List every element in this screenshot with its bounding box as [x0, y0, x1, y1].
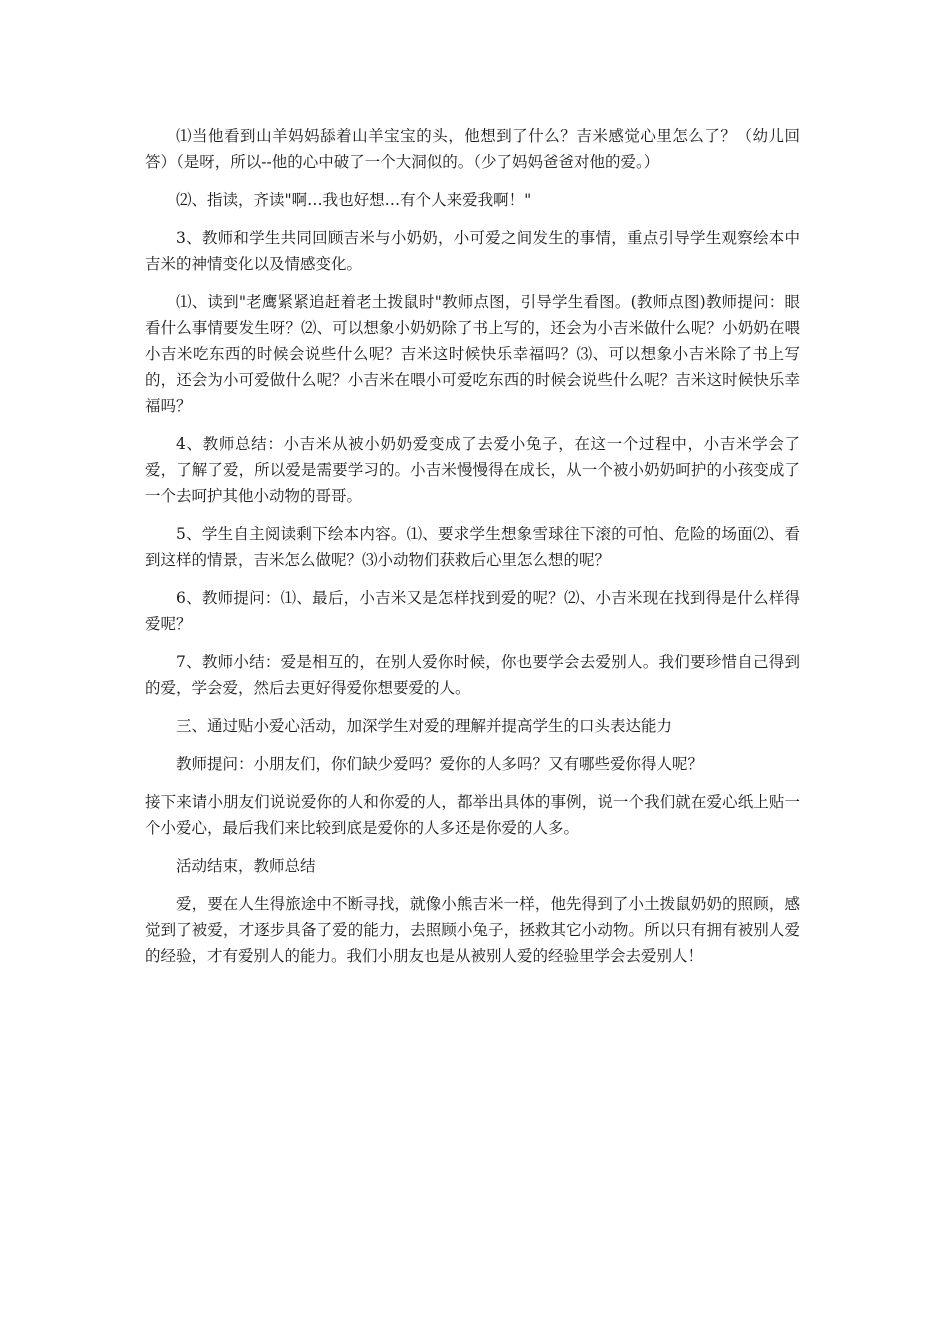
paragraph-step-4: 4、教师总结：小吉米从被小奶奶爱变成了去爱小兔子，在这一个过程中，小吉米学会了爱，了解了爱，所以爱是需要学习的。小吉米慢慢得在成长，从一个被小奶奶呵护的小孩变成了一个去呵护其他小动物的哥哥。	[145, 435, 800, 505]
paragraph-heart-activity: 接下来请小朋友们说说爱你的人和你爱的人，都举出具体的事例，说一个我们就在爱心纸上贴一个小爱心，最后我们来比较到底是爱你的人多还是你爱的人多。	[145, 793, 800, 837]
paragraph-read-aloud: ⑵、指读，齐读"啊…我也好想…有个人来爱我啊！"	[176, 191, 532, 209]
paragraph-activity-end: 活动结束，教师总结	[176, 857, 316, 875]
paragraph-step-3: 3、教师和学生共同回顾吉米与小奶奶，小可爱之间发生的事情，重点引导学生观察绘本中吉米的神情变化以及情感变化。	[145, 229, 800, 273]
paragraph-conclusion: 爱，要在人生得旅途中不断寻找，就像小熊吉米一样，他先得到了小土拨鼠奶奶的照顾，感觉到了被爱，才逐步具备了爱的能力，去照顾小兔子，拯救其它小动物。所以只有拥有被别人爱的经验，才有爱别人的能力。我们小朋友也是从被别人爱的经验里学会去爱别人！	[145, 895, 800, 965]
paragraph-eagle-questions: ⑴、读到"老鹰紧紧追赶着老土拨鼠时"教师点图，引导学生看图。(教师点图)教师提问：眼看什么事情要发生呀？⑵、可以想象小奶奶除了书上写的，还会为小吉米做什么呢？小奶奶在喂小吉米吃东西的时候会说些什么呢？吉米这时候快乐幸福吗？⑶、可以想象小吉米除了书上写的，还会为小可爱做什么呢？小吉米在喂小可爱吃东西的时候会说些什么呢？吉米这时候快乐幸福吗？	[145, 293, 800, 415]
paragraph-step-6: 6、教师提问：⑴、最后，小吉米又是怎样找到爱的呢？⑵、小吉米现在找到得是什么样得爱呢？	[145, 589, 800, 633]
paragraph-teacher-question: 教师提问：小朋友们，你们缺少爱吗？爱你的人多吗？又有哪些爱你得人呢？	[176, 755, 704, 773]
paragraph-step-5: 5、学生自主阅读剩下绘本内容。⑴、要求学生想象雪球往下滚的可怕、危险的场面⑵、看到这样的情景，吉米怎么做呢？⑶小动物们获救后心里怎么想的呢？	[145, 525, 800, 569]
paragraph-goat-question: ⑴当他看到山羊妈妈舔着山羊宝宝的头，他想到了什么？吉米感觉心里怎么了？（幼儿回答）（是呀，所以--他的心中破了一个大洞似的。（少了妈妈爸爸对他的爱。）	[145, 127, 800, 171]
section-heading-three: 三、通过贴小爱心活动，加深学生对爱的理解并提高学生的口头表达能力	[176, 717, 673, 735]
paragraph-step-7: 7、教师小结：爱是相互的，在别人爱你时候，你也要学会去爱别人。我们要珍惜自己得到的爱，学会爱，然后去更好得爱你想要爱的人。	[145, 653, 800, 697]
